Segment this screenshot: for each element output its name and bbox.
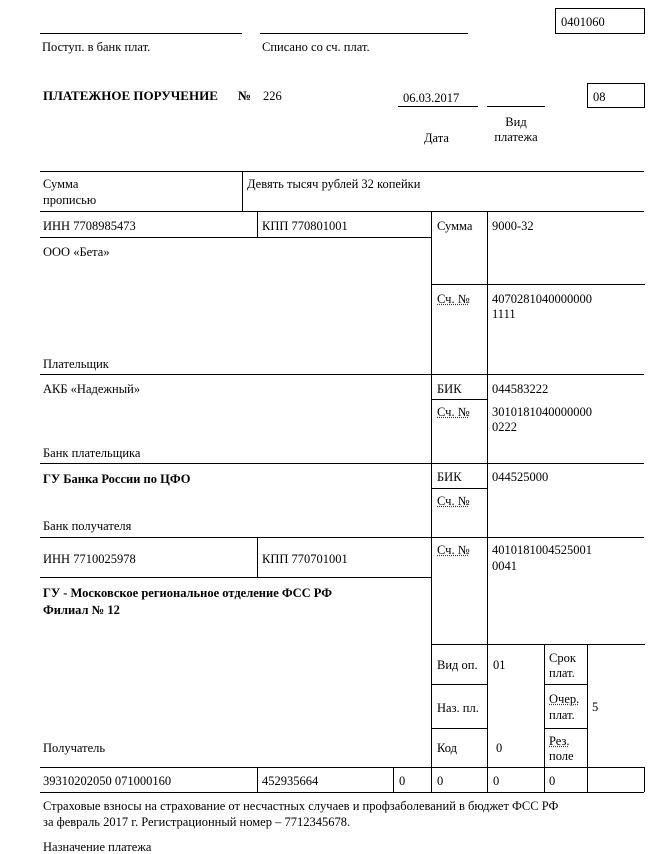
reserve-label-1: Рез. (549, 734, 570, 748)
payer-bank-name: АКБ «Надежный» (43, 382, 141, 396)
payee-account-label: Сч. № (437, 543, 470, 557)
payee-name-2: Филиал № 12 (43, 603, 120, 617)
amount-words-bottom-line (40, 211, 644, 212)
payer-inn-line (40, 237, 431, 238)
priority-label-2: плат. (549, 708, 575, 722)
payer-name: ООО «Бета» (43, 245, 110, 259)
payer-bank-bottom-line (40, 463, 644, 464)
payer-status: 08 (593, 90, 606, 104)
payer-bank-account-1: 3010181040000000 (492, 405, 592, 419)
payer-sum: 9000-32 (492, 219, 534, 233)
payee-account-2: 0041 (492, 559, 517, 573)
document-date: 06.03.2017 (403, 91, 460, 105)
payee-name-1: ГУ - Московское региональное отделение ФСС РФ (43, 586, 332, 600)
payment-type-line (487, 106, 545, 107)
amount-words-value: Девять тысяч рублей 32 копейки (247, 177, 421, 191)
payee-label: Получатель (43, 741, 106, 755)
amount-words-label-1: Сумма (43, 177, 79, 191)
purpose-text-1: Страховые взносы на страхование от несчастных случаев и профзаболеваний в бюджет ФСС РФ (43, 799, 559, 813)
tax-row-divider-1 (257, 767, 258, 792)
payee-bank-bik-line (431, 488, 487, 489)
operation-divider-3 (587, 644, 588, 792)
operation-mid-line-left (431, 684, 487, 685)
payer-bank-account-2: 0222 (492, 420, 517, 434)
received-label: Поступ. в банк плат. (42, 40, 151, 54)
priority-value: 5 (592, 700, 599, 714)
tax-field-3: 0 (399, 774, 406, 788)
main-divider-right (487, 211, 488, 644)
term-label-1: Срок (549, 651, 576, 665)
tax-row-divider-3 (644, 767, 645, 792)
purpose-code-label: Наз. пл. (437, 701, 479, 715)
code-label: Код (437, 741, 457, 755)
payer-account-1: 4070281040000000 (492, 292, 592, 306)
tax-field-4: 0 (437, 774, 444, 788)
payer-bank-bik: 044583222 (492, 382, 549, 396)
operation-divider-2 (544, 644, 545, 792)
date-label: Дата (424, 131, 449, 145)
payer-bank-bik-line (431, 399, 487, 400)
payer-bottom-line (40, 374, 644, 375)
tax-field-6: 0 (549, 774, 556, 788)
payer-bank-account-label: Сч. № (437, 405, 470, 419)
operation-divider-1 (487, 644, 488, 792)
payee-bank-bottom-line (40, 537, 644, 538)
op-type: 01 (493, 658, 506, 672)
tax-field-2: 452935664 (262, 774, 319, 788)
main-divider-left (431, 211, 432, 792)
payee-bank-name: ГУ Банка России по ЦФО (43, 472, 191, 486)
payee-bank-label: Банк получателя (43, 519, 132, 533)
form-code: 0401060 (561, 15, 605, 29)
tax-kbk-okato: 39310202050 071000160 (43, 774, 172, 788)
document-number: 226 (263, 89, 282, 103)
payer-bank-bik-label: БИК (437, 382, 462, 396)
op-type-label: Вид оп. (437, 658, 478, 672)
payer-sum-line (431, 284, 645, 285)
payer-kpp: КПП 770801001 (262, 219, 348, 233)
code-value: 0 (496, 741, 503, 755)
payee-inn-kpp-divider (257, 537, 258, 577)
priority-label-1: Очер. (549, 692, 580, 706)
payer-label: Плательщик (43, 357, 109, 371)
payer-bank-label: Банк плательщика (43, 446, 141, 460)
date-line (398, 106, 478, 107)
document-title: ПЛАТЕЖНОЕ ПОРУЧЕНИЕ (43, 88, 218, 103)
payee-inn-line (40, 577, 431, 578)
tax-field-5: 0 (493, 774, 500, 788)
payer-inn: ИНН 7708985473 (43, 219, 136, 233)
purpose-text-2: за февраль 2017 г. Регистрационный номер – 7712345678. (43, 815, 351, 829)
payee-account-1: 4010181004525001 (492, 543, 592, 557)
payment-type-label-1: Вид (505, 115, 527, 129)
operation-low-line-left (431, 728, 487, 729)
number-sign: № (238, 88, 252, 103)
purpose-label: Назначение платежа (43, 840, 152, 854)
operation-mid-line-right (544, 684, 587, 685)
payee-bank-account-label: Сч. № (437, 494, 470, 508)
payer-account-label: Сч. № (437, 292, 470, 306)
payee-inn: ИНН 7710025978 (43, 552, 136, 566)
payment-type-label-2: платежа (494, 130, 538, 144)
amount-words-divider (242, 171, 243, 211)
payer-sum-label: Сумма (437, 219, 473, 233)
operation-low-line-right (544, 728, 587, 729)
debited-label: Списано со сч. плат. (262, 40, 370, 54)
payee-bank-bik-label: БИК (437, 470, 462, 484)
reserve-label-2: поле (549, 749, 574, 763)
received-line (40, 33, 242, 34)
amount-words-top-line (40, 171, 644, 172)
tax-row-bottom-line (40, 792, 644, 793)
payer-account-2: 1111 (492, 307, 516, 321)
term-label-2: плат. (549, 666, 575, 680)
debited-line (260, 33, 468, 34)
payer-inn-kpp-divider (257, 211, 258, 237)
tax-row-top-line (40, 767, 644, 768)
amount-words-label-2: прописью (43, 193, 97, 207)
payee-kpp: КПП 770701001 (262, 552, 348, 566)
payee-bank-bik: 044525000 (492, 470, 549, 484)
operation-top-line (431, 644, 645, 645)
tax-row-divider-2 (393, 767, 394, 792)
